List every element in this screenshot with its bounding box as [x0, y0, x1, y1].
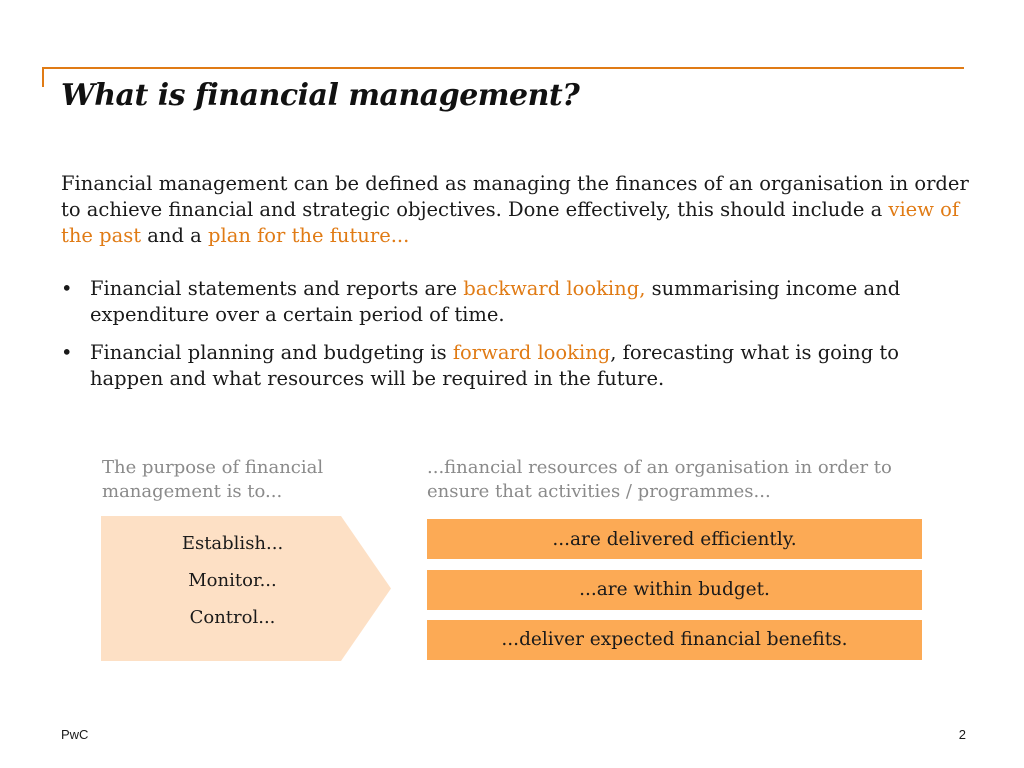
- page-number: 2: [958, 727, 966, 742]
- intro-text-1: Financial management can be defined as managing the finances of an organisation in order to achieve financial and strategic objectives. Done effectively, this should include a: [61, 172, 969, 221]
- header-rule: [42, 67, 964, 69]
- slide-title: What is financial management?: [61, 78, 580, 113]
- chevron-item-monitor: Monitor...: [188, 570, 277, 591]
- bullet-highlight: forward looking: [452, 341, 611, 364]
- chevron-item-list: [101, 532, 364, 643]
- outcome-bar-benefits: ...deliver expected financial benefits.: [427, 620, 922, 660]
- outcome-bar-efficient: ...are delivered efficiently.: [427, 519, 922, 559]
- outcome-bar-budget: ...are within budget.: [427, 570, 922, 610]
- resources-caption: ...financial resources of an organisation in order to ensure that activities / programmes...: [427, 457, 892, 502]
- intro-paragraph: [61, 171, 971, 249]
- chevron-item-establish: Establish...: [181, 533, 284, 554]
- bullet-item: [61, 340, 961, 392]
- intro-highlight-future: plan for the future...: [207, 224, 410, 247]
- bullet-symbol: •: [61, 277, 73, 300]
- bullet-item: [61, 276, 961, 328]
- bullet-text: Financial statements and reports are: [90, 277, 464, 300]
- bullet-text: , forecasting what is going to happen and what resources will be required in the future.: [90, 341, 899, 390]
- bullet-text: summarising income and expenditure over a certain period of time.: [90, 277, 901, 326]
- chevron-item-control: Control...: [189, 607, 276, 628]
- purpose-caption: The purpose of financial management is to...: [102, 457, 324, 502]
- bullet-list: [61, 276, 961, 404]
- bullet-symbol: •: [61, 341, 73, 364]
- bullet-highlight: backward looking,: [463, 277, 646, 300]
- intro-text-2: and a: [141, 224, 208, 247]
- bullet-text: Financial planning and budgeting is: [90, 341, 453, 364]
- intro-highlight-past: view of the past: [61, 198, 960, 247]
- footer-brand: PwC: [61, 727, 89, 742]
- header-rule-tick: [42, 67, 44, 87]
